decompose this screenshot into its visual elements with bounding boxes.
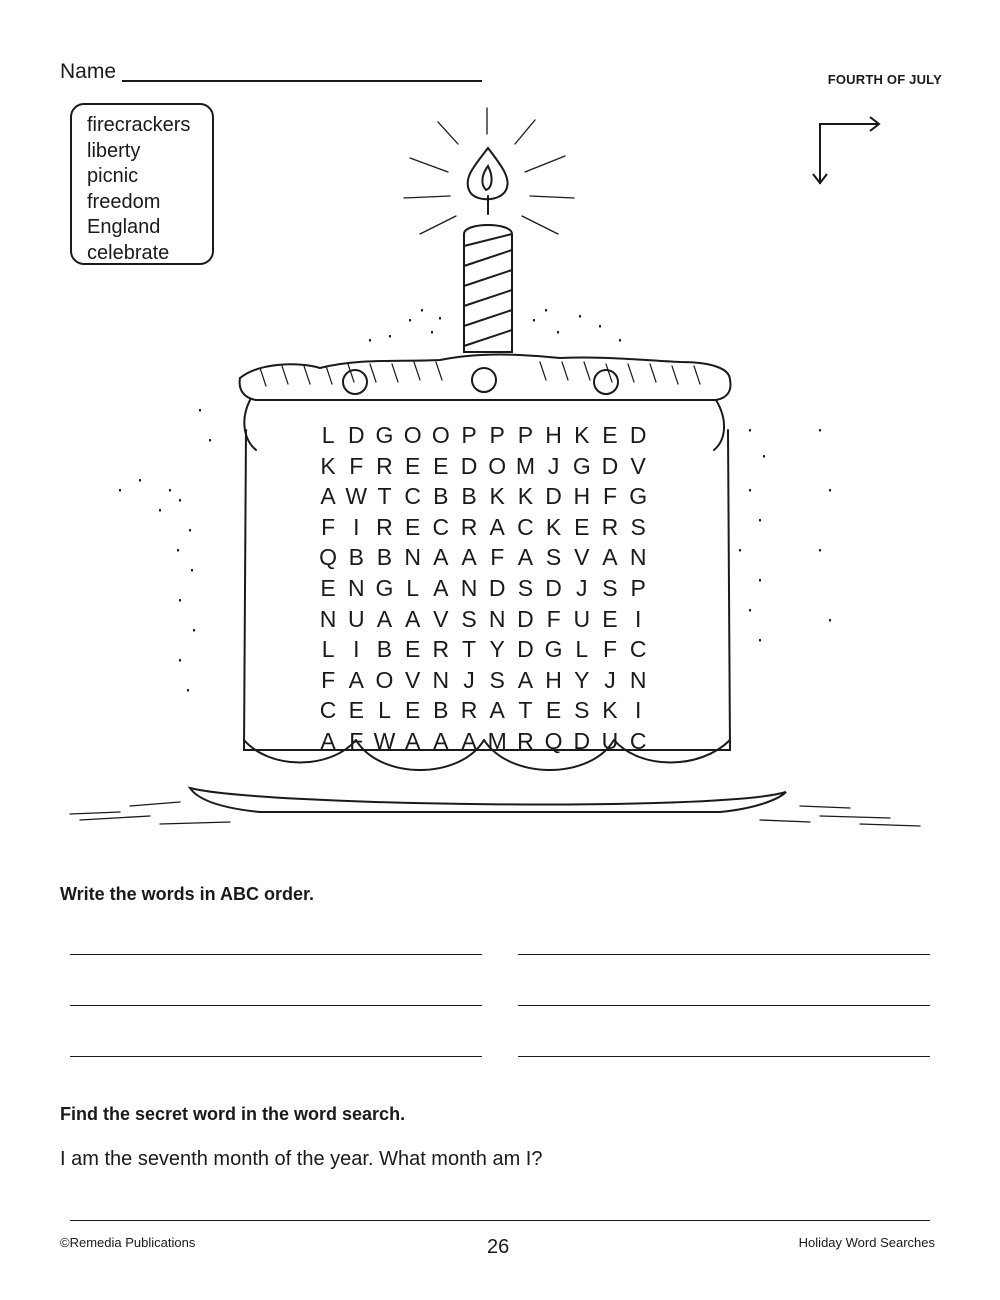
grid-letter[interactable]: N — [347, 574, 365, 601]
grid-letter[interactable]: U — [347, 605, 365, 632]
grid-letter[interactable]: B — [348, 544, 364, 571]
grid-letter[interactable]: P — [489, 422, 505, 448]
grid-letter[interactable]: S — [545, 544, 562, 571]
grid-letter[interactable]: M — [515, 452, 535, 479]
grid-letter[interactable]: D — [517, 605, 534, 632]
grid-letter[interactable]: Q — [544, 727, 563, 754]
grid-letter[interactable]: P — [461, 422, 477, 448]
grid-letter[interactable]: E — [433, 452, 449, 479]
grid-letter[interactable]: A — [433, 544, 449, 571]
grid-letter[interactable]: A — [461, 727, 477, 754]
grid-letter[interactable]: N — [629, 666, 647, 693]
grid-letter[interactable]: D — [545, 483, 562, 510]
candle-rays — [404, 108, 574, 234]
grid-letter[interactable]: I — [353, 636, 360, 663]
grid-letter[interactable]: N — [432, 666, 450, 693]
grid-letter[interactable]: C — [629, 727, 647, 754]
grid-letter[interactable]: S — [630, 513, 646, 540]
grid-letter[interactable]: I — [634, 697, 642, 724]
grid-letter[interactable]: F — [602, 483, 617, 510]
grid-letter[interactable]: A — [602, 544, 618, 571]
grid-letter[interactable]: S — [461, 605, 477, 632]
grid-letter[interactable]: L — [406, 574, 420, 601]
grid-letter[interactable]: R — [432, 636, 450, 663]
abc-answer-line[interactable] — [70, 1056, 482, 1057]
grid-letter[interactable]: R — [601, 513, 619, 540]
grid-letter[interactable]: H — [573, 483, 591, 510]
grid-letter[interactable]: I — [353, 513, 360, 540]
grid-letter[interactable]: R — [460, 697, 478, 724]
grid-letter[interactable]: E — [545, 697, 562, 724]
grid-letter[interactable]: N — [404, 544, 421, 571]
grid-letter[interactable]: K — [320, 452, 336, 479]
grid-letter[interactable]: E — [348, 697, 364, 724]
grid-letter[interactable]: F — [321, 513, 336, 540]
grid-letter[interactable]: B — [376, 544, 393, 571]
grid-letter[interactable]: V — [574, 544, 590, 571]
grid-letter[interactable]: Y — [489, 636, 505, 663]
abc-answer-line[interactable] — [518, 1005, 930, 1006]
grid-letter[interactable]: A — [489, 697, 505, 724]
grid-letter[interactable]: D — [601, 452, 619, 479]
abc-answer-line[interactable] — [70, 1005, 482, 1006]
grid-letter[interactable]: G — [629, 483, 648, 510]
grid-letter[interactable]: E — [602, 605, 618, 632]
grid-letter[interactable]: Q — [319, 544, 338, 571]
grid-letter[interactable]: S — [517, 574, 534, 601]
grid-letter[interactable]: G — [544, 636, 563, 663]
abc-answer-line[interactable] — [70, 954, 482, 955]
word-bank-item: picnic — [87, 165, 139, 187]
secret-word-instruction: Find the secret word in the word search. — [60, 1104, 406, 1124]
cake-plate — [190, 788, 786, 812]
grid-letter[interactable]: R — [517, 727, 534, 754]
grid-letter[interactable]: A — [404, 605, 421, 632]
grid-letter[interactable]: E — [320, 574, 336, 601]
grid-letter[interactable]: A — [320, 483, 336, 510]
grid-letter[interactable]: D — [629, 422, 647, 448]
grid-letter[interactable]: D — [488, 574, 506, 601]
grid-letter[interactable]: I — [634, 605, 642, 632]
grid-letter[interactable]: C — [432, 513, 450, 540]
candle — [464, 225, 512, 352]
grid-letter[interactable]: O — [431, 422, 450, 448]
rosette-icon — [472, 368, 496, 392]
grid-letter[interactable]: U — [601, 727, 619, 754]
grid-letter[interactable]: A — [517, 544, 534, 571]
grid-letter[interactable]: G — [572, 452, 591, 479]
secret-word-answer-line[interactable] — [70, 1220, 930, 1221]
grid-letter[interactable]: C — [517, 513, 534, 540]
word-search-grid — [314, 420, 652, 757]
grid-letter[interactable]: N — [460, 574, 478, 601]
grid-letter[interactable]: A — [433, 727, 449, 754]
grid-letter[interactable]: L — [321, 422, 335, 448]
word-bank-item: firecrackers — [87, 114, 191, 136]
grid-letter[interactable]: B — [433, 483, 449, 510]
grid-letter[interactable]: L — [575, 636, 589, 663]
grid-letter[interactable]: G — [375, 574, 394, 601]
grid-letter[interactable]: U — [573, 605, 591, 632]
grid-letter[interactable]: F — [349, 452, 364, 479]
grid-letter[interactable]: S — [489, 666, 505, 693]
word-bank-item: liberty — [87, 139, 141, 162]
grid-letter[interactable]: S — [574, 697, 590, 724]
grid-letter[interactable]: J — [463, 666, 475, 693]
abc-answer-line[interactable] — [518, 1056, 930, 1057]
grid-letter[interactable]: K — [545, 513, 562, 540]
grid-letter[interactable]: T — [462, 636, 477, 663]
grid-letter[interactable]: E — [404, 636, 421, 663]
grid-letter[interactable]: E — [404, 697, 421, 724]
publisher-credit: ©Remedia Publications — [60, 1235, 196, 1250]
grid-letter[interactable]: B — [461, 483, 477, 510]
grid-letter[interactable]: M — [487, 727, 507, 754]
grid-letter[interactable]: K — [574, 422, 590, 448]
grid-letter[interactable]: F — [602, 636, 617, 663]
grid-letter[interactable]: E — [404, 452, 421, 479]
grid-letter[interactable]: D — [460, 452, 478, 479]
abc-order-instruction: Write the words in ABC order. — [60, 884, 315, 904]
grid-letter[interactable]: J — [547, 452, 560, 479]
grid-letter[interactable]: T — [518, 697, 533, 724]
grid-letter[interactable]: V — [433, 605, 449, 632]
grid-letter[interactable]: L — [321, 636, 335, 663]
grid-letter[interactable]: A — [461, 544, 477, 571]
grid-letter[interactable]: F — [546, 605, 561, 632]
name-input-line[interactable] — [122, 80, 482, 82]
grid-letter[interactable]: F — [490, 544, 505, 571]
grid-letter[interactable]: V — [630, 452, 646, 479]
grid-letter[interactable]: H — [545, 666, 562, 693]
grid-letter[interactable]: K — [489, 483, 505, 510]
grid-letter[interactable]: P — [630, 574, 646, 601]
rosette-icon — [594, 370, 618, 394]
grid-letter[interactable]: A — [404, 727, 421, 754]
flame-icon — [468, 148, 508, 199]
table-lines — [70, 802, 920, 826]
grid-letter[interactable]: D — [347, 422, 365, 448]
grid-letter[interactable]: L — [378, 697, 391, 724]
word-bank-item: freedom — [87, 190, 161, 213]
topic-heading: FOURTH OF JULY — [827, 72, 942, 87]
abc-answer-line[interactable] — [518, 954, 930, 955]
grid-letter[interactable]: V — [404, 666, 421, 693]
grid-letter[interactable]: A — [433, 574, 449, 601]
grid-letter[interactable]: A — [376, 605, 393, 632]
grid-letter[interactable]: K — [517, 483, 534, 510]
grid-letter[interactable]: A — [348, 666, 364, 693]
grid-letter[interactable]: G — [375, 422, 394, 448]
grid-letter[interactable]: D — [545, 574, 562, 601]
word-bank-item: England — [87, 216, 161, 238]
grid-letter[interactable]: P — [517, 422, 534, 448]
grid-letter[interactable]: A — [489, 513, 505, 540]
grid-letter[interactable]: R — [460, 513, 478, 540]
grid-letter[interactable]: O — [375, 666, 394, 693]
secret-word-question: I am the seventh month of the year. What month am I? — [60, 1148, 543, 1170]
grid-letter[interactable]: E — [602, 422, 618, 448]
grid-letter[interactable]: B — [376, 636, 393, 663]
word-bank-item: celebrate — [87, 241, 170, 264]
name-label: Name — [60, 60, 117, 83]
grid-letter[interactable]: E — [574, 513, 590, 540]
rosette-icon — [343, 370, 367, 394]
grid-letter[interactable]: W — [345, 483, 368, 510]
grid-letter[interactable]: C — [319, 697, 337, 724]
grid-letter[interactable]: K — [602, 697, 618, 724]
grid-letter[interactable]: O — [403, 422, 422, 448]
grid-letter[interactable]: N — [629, 544, 647, 571]
grid-letter[interactable]: N — [319, 605, 337, 632]
grid-letter[interactable]: N — [488, 605, 506, 632]
grid-letter[interactable]: C — [629, 636, 647, 663]
grid-letter[interactable]: D — [517, 636, 534, 663]
grid-letter[interactable]: S — [602, 574, 618, 601]
grid-letter[interactable]: W — [373, 727, 396, 754]
grid-letter[interactable]: J — [576, 574, 588, 601]
grid-letter[interactable]: H — [545, 422, 562, 448]
page-number: 26 — [487, 1236, 510, 1258]
grid-letter[interactable]: A — [320, 727, 336, 754]
grid-letter[interactable]: F — [349, 727, 364, 754]
grid-letter[interactable]: R — [376, 452, 393, 479]
grid-letter[interactable]: O — [488, 452, 507, 479]
book-title: Holiday Word Searches — [798, 1235, 935, 1250]
grid-letter[interactable]: J — [604, 666, 616, 693]
grid-letter[interactable]: B — [433, 697, 449, 724]
grid-letter[interactable]: T — [377, 483, 392, 510]
grid-letter[interactable]: Y — [574, 666, 590, 693]
grid-letter[interactable]: D — [573, 727, 591, 754]
grid-letter[interactable]: A — [517, 666, 534, 693]
grid-letter[interactable]: E — [404, 513, 421, 540]
grid-letter[interactable]: F — [321, 666, 336, 693]
grid-letter[interactable]: R — [376, 513, 393, 540]
grid-letter[interactable]: C — [404, 483, 421, 510]
